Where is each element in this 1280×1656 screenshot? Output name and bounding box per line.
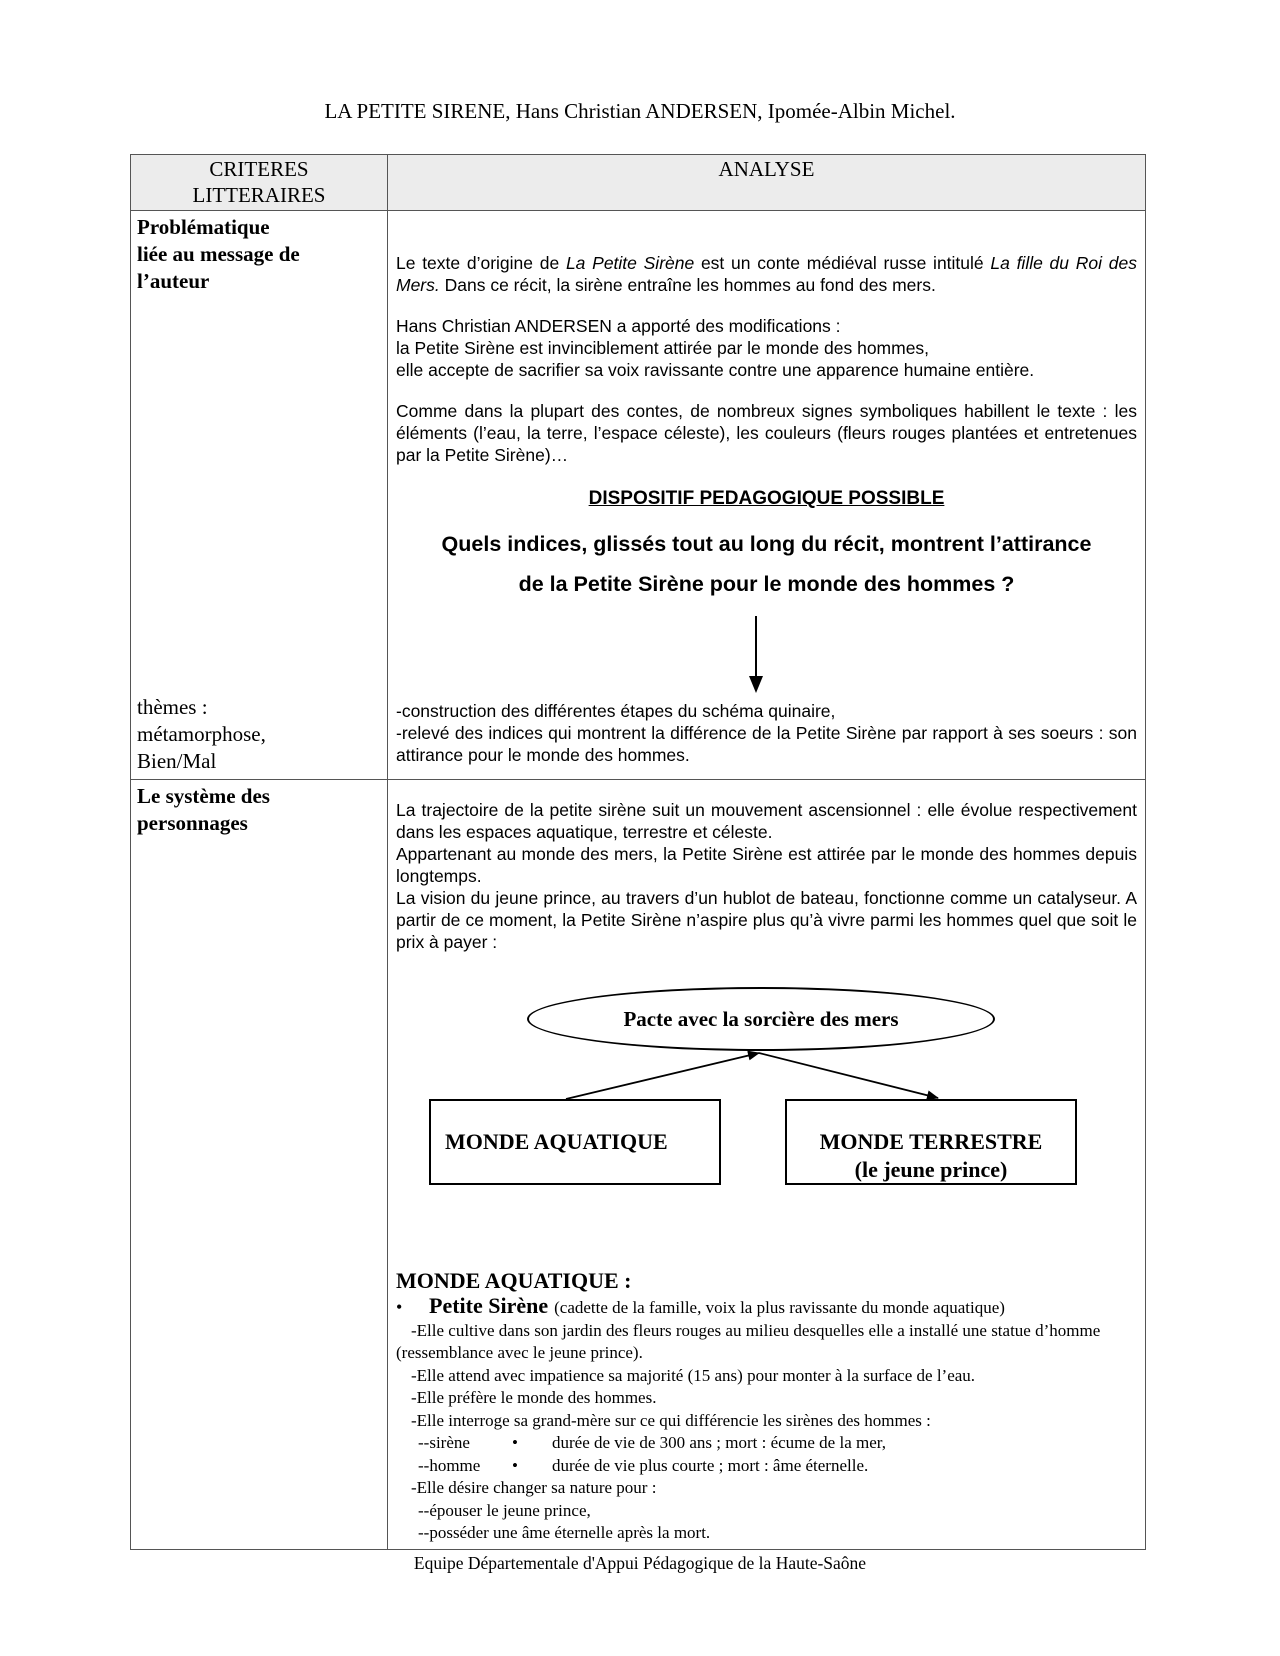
table-header-row [131, 155, 1146, 211]
pedagogical-question: Quels indices, glissés tout au long du récit, montrent l’attirance de la Petite Sirène pour le monde des hommes ? [441, 532, 1092, 596]
table-row-problematique [131, 211, 1146, 780]
themes-line: thèmes : [137, 695, 208, 719]
line-cultive: -Elle cultive dans son jardin des fleurs rouges au milieu desquelles elle a installé une statue d’homme (ressemblance avec le jeune prince). [396, 1320, 1101, 1362]
arrow-aqua-to-pact [566, 1053, 759, 1099]
paragraph-modifications: Hans Christian ANDERSEN a apporté des modifications : la Petite Sirène est invinciblement attirée par le monde des hommes, elle accepte de sacrifier sa voix ravissante contre une apparence humaine entière. [396, 316, 1035, 380]
analysis-cell [388, 780, 1146, 1550]
criteria-line: Le système des [137, 784, 270, 808]
bullet-icon: • [396, 1297, 403, 1317]
paragraph-symbols: Comme dans la plupart des contes, de nombreux signes symboliques habillent le texte : les éléments (l’eau, la terre, l’espace céleste), les couleurs (fleurs rouges plantées et entretenues par la Petite Sirène)… [396, 401, 1137, 465]
page-footer: Equipe Départementale d'Appui Pédagogique de la Haute-Saône [413, 1553, 867, 1573]
arrow-down-icon [726, 616, 786, 712]
dispositif-heading: DISPOSITIF PEDAGOGIQUE POSSIBLE [588, 488, 945, 509]
arrow-down-area [396, 604, 1137, 700]
paragraph-vision: La vision du jeune prince, au travers d’un hublot de bateau, fonctionne comme un catalyseur. A partir de ce moment, la Petite Sirène n’aspire plus qu’à vivre parmi les hommes quel que soit le prix à payer : [396, 888, 1137, 952]
criteria-line: l’auteur [137, 269, 210, 293]
line-desire: -Elle désire changer sa nature pour : [411, 1478, 657, 1497]
original-tale-title: La fille du Roi des Mers. [396, 253, 1137, 295]
line-interroge: -Elle interroge sa grand-mère sur ce qui différencie les sirènes des hommes : [411, 1410, 931, 1430]
bullet-icon: • [512, 1433, 518, 1452]
header-criteres [131, 155, 388, 211]
criteria-title [131, 780, 387, 837]
aqua-heading: MONDE AQUATIQUE : [396, 1268, 632, 1293]
themes-line: métamorphose, [137, 722, 266, 746]
box-monde-terrestre: MONDE TERRESTRE (le jeune prince) [785, 1099, 1077, 1185]
box-monde-aquatique: MONDE AQUATIQUE [429, 1099, 721, 1185]
activity-indices: -relevé des indices qui montrent la différence de la Petite Sirène par rapport à ses soeurs : son attirance pour le monde des hommes. [396, 723, 1137, 765]
criteria-cell [131, 780, 388, 1550]
line-attend: -Elle attend avec impatience sa majorité (15 ans) pour monter à la surface de l’eau. [411, 1365, 976, 1385]
paragraph-origin: Le texte d’origine de La Petite Sirène est un conte médiéval russe intitulé La fille du Roi des Mers. Dans ce récit, la sirène entraîne les hommes au fond des mers. [396, 253, 1137, 295]
activity-quinaire: -construction des différentes étapes du schéma quinaire, [396, 701, 836, 721]
paragraph-trajectoire: La trajectoire de la petite sirène suit un mouvement ascensionnel : elle évolue respectivement dans les espaces aquatique, terrestre et céleste. [396, 800, 1137, 842]
line-prefere: -Elle préfère le monde des hommes. [411, 1388, 657, 1407]
header-criteres-line: CRITERES [209, 157, 309, 181]
bullet-petite-sirene: • Petite Sirène (cadette de la famille, voix la plus ravissante du monde aquatique) [396, 1293, 1005, 1318]
line-posseder: --posséder une âme éternelle après la mort. [418, 1523, 711, 1542]
arrow-pact-to-terre [759, 1053, 938, 1098]
criteria-line: liée au message de [137, 242, 300, 266]
compare-sirene: --sirène • durée de vie de 300 ans ; mort : écume de la mer, [396, 1432, 1137, 1455]
aqua-section [396, 1267, 1137, 1545]
bullet-icon: • [512, 1455, 518, 1475]
analysis-table [130, 154, 1146, 1550]
pact-ellipse: Pacte avec la sorcière des mers [527, 987, 995, 1051]
themes-block [137, 694, 266, 775]
document-title: LA PETITE SIRENE, Hans Christian ANDERSEN, Ipomée-Albin Michel. [324, 99, 956, 123]
header-criteres-line: LITTERAIRES [192, 183, 326, 207]
line-epouser: --épouser le jeune prince, [418, 1500, 591, 1520]
compare-homme: --homme • durée de vie plus courte ; mort : âme éternelle. [396, 1455, 1137, 1478]
criteria-title [131, 211, 387, 295]
criteria-line: personnages [137, 811, 248, 835]
criteria-cell [131, 211, 388, 780]
analysis-cell [388, 211, 1146, 780]
criteria-line: Problématique [137, 215, 270, 239]
header-analyse: ANALYSE [388, 155, 1146, 211]
book-title: La Petite Sirène [565, 253, 695, 273]
table-row-personnages [131, 780, 1146, 1550]
paragraph-appartenant: Appartenant au monde des mers, la Petite Sirène est attirée par le monde des hommes depuis longtemps. [396, 844, 1137, 886]
themes-line: Bien/Mal [137, 749, 217, 773]
pact-diagram [396, 953, 1137, 1243]
